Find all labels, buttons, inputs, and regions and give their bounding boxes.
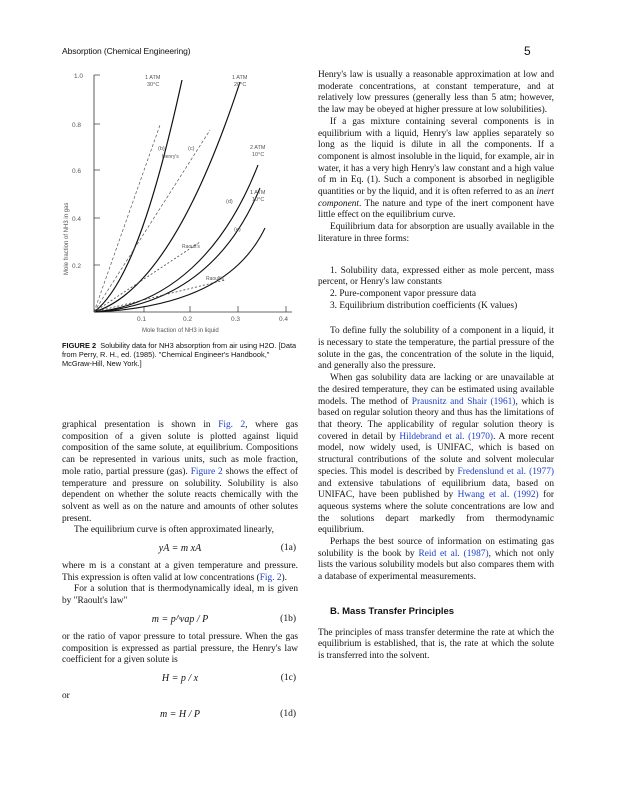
list-item: 1. Solubility data, expressed either as mole percent, mass percent, or Henry's law constants <box>318 265 554 288</box>
curve-label: 2 ATM <box>250 145 266 151</box>
y-tick-label: 0.4 <box>72 216 82 223</box>
figure-2-plot <box>60 70 300 335</box>
list-item: 3. Equilibrium distribution coefficients (K values) <box>330 300 518 311</box>
curve-label: Raoult's <box>182 244 200 250</box>
paragraph: If a gas mixture containing several components is in equilibrium with a liquid, Henry's law applies separately so long as the liquid is dilute in all the components. If a component is almost insoluble in the liquid, for example, air in water, it has a very high Henry's law constant and a high value of m in Eq. (1). Such a component is absorbed in negligible quantities or by the liquid, and it is often referred to as an inert component. The nature and type of the inert component have little effect on the equilibrium curve. <box>318 116 554 221</box>
left-column <box>62 420 298 727</box>
curve-label: 10°C <box>252 152 265 158</box>
figure-label: FIGURE 2 <box>62 341 97 350</box>
x-tick-label: 0.4 <box>279 316 289 323</box>
equation-number: (1d) <box>280 708 296 719</box>
x-tick-label: 0.2 <box>183 316 193 323</box>
curve-label: Henry's <box>162 154 179 160</box>
curve-3atm-10c <box>94 188 260 312</box>
citation-link[interactable]: Reid et al. (1987) <box>418 548 489 559</box>
paragraph: Perhaps the best source of information on estimating gas solubility is the book by Reid et al. (1987), which not only lists the various solubility models but also compares them with a database of experimental measurements. <box>318 537 554 583</box>
figure-caption <box>62 341 298 369</box>
paragraph: For a solution that is thermodynamically ideal, m is given by "Raoult's law" <box>62 584 298 607</box>
forms-list <box>318 266 554 313</box>
equation-number: (1b) <box>280 613 296 624</box>
curve-label: (c) <box>188 146 195 152</box>
figure-link[interactable]: Figure 2 <box>190 466 223 477</box>
y-tick-label: 1.0 <box>74 73 84 80</box>
henrys-line-b <box>94 125 160 312</box>
figure-link[interactable]: Fig. 2 <box>259 572 282 583</box>
y-tick-label: 0.8 <box>72 122 82 129</box>
equation-number: (1c) <box>280 672 296 683</box>
paragraph: or the ratio of vapor pressure to total pressure. When the gas composition is expressed as partial pressure, the Henry's law coefficient for a given solute is <box>62 631 298 666</box>
raoults-line-2 <box>94 280 225 312</box>
equation-expression: m = H / P <box>159 708 201 720</box>
equation-expression: yA = m xA <box>158 543 202 555</box>
equation-expression: H = p / x <box>161 672 199 684</box>
paragraph: where m is a constant at a given temperature and pressure. This expression is often valid at low concentrations (Fig. 2). <box>62 561 298 583</box>
paragraph: graphical presentation is shown in Fig. 2, where gas composition of a given solute is plotted against liquid composition of the same solute, at equilibrium. Compositions can be represented in various units, such as mole fraction, mole ratio, partial pressure (gas). Figure 2 shows the effect of temperature and pressure on solubility. Solubility is also dependent on whether the solute reacts chemically with the solvent as well as on the nature and amounts of other solutes present. <box>62 420 299 524</box>
citation-link[interactable]: Hwang et al. (1992) <box>457 490 539 501</box>
equation-expression: m = p^vap / P <box>151 613 209 625</box>
paragraph: or <box>62 690 70 701</box>
equation-1c <box>62 667 298 691</box>
list-item: 2. Pure-component vapor pressure data <box>330 288 477 299</box>
citation-link[interactable]: Hildebrand et al. (1970) <box>399 431 494 442</box>
curve-label: 10°C <box>252 197 265 203</box>
curve-2atm-10c <box>94 165 258 312</box>
figure-link[interactable]: Fig. 2 <box>218 420 246 430</box>
paragraph: When gas solubility data are lacking or are unavailable at the desired temperature, they can be estimated using available models. The method of Prausnitz and Shair (1961), which is based on regular solution theory and thus has the limitations of that theory. The applicability of regular solution theory is covered in detail by Hildebrand et al. (1970). A more recent model, now widely used, is UNIFAC, which is based on structural contributions of the solute and solvent molecular species. This model is described by Fredenslund et al. (1977) and extensive tabulations of equilibrium data, based on UNIFAC, have been published by Hwang et al. (1992) for aqueous systems where the solute concentrations are low and the solutions depart markedly from thermodynamic equilibrium. <box>318 373 555 536</box>
paragraph: The principles of mass transfer determine the rate at which the equilibrium is established, that is, the rate at which the solute is transferred into the solvent. <box>318 627 554 661</box>
curve-label: 30°C <box>147 82 160 88</box>
curve-label: 20°C <box>234 82 247 88</box>
curve-1atm-30c <box>94 80 182 312</box>
running-title: Absorption (Chemical Engineering) <box>62 46 191 56</box>
curve-label: (d) <box>226 199 233 205</box>
curve-label: (e) <box>234 227 241 233</box>
equation-1d <box>62 703 298 727</box>
section-heading: B. Mass Transfer Principles <box>330 605 455 617</box>
citation-link[interactable]: Fredenslund et al. (1977) <box>457 466 554 477</box>
y-tick-label: 0.6 <box>72 168 82 175</box>
right-column <box>318 70 554 663</box>
x-tick-label: 0.1 <box>137 316 147 323</box>
curve-label: 1 ATM <box>145 75 161 81</box>
citation-link[interactable]: Prausnitz and Shair (1961) <box>411 396 516 407</box>
henrys-line-c <box>94 130 210 312</box>
equation-1b <box>62 608 298 632</box>
curve-label: (b) <box>158 146 165 152</box>
page-number: 5 <box>524 44 531 58</box>
paragraph: Equilibrium data for absorption are usually available in the literature in three forms: <box>318 222 554 244</box>
paragraph: The equilibrium curve is often approximated linearly, <box>74 525 274 536</box>
x-axis-label: Mole fraction of NH3 in liquid <box>142 328 219 334</box>
paragraph: To define fully the solubility of a component in a liquid, it is necessary to state the temperature, the partial pressure of the solute in the gas, the concentration of the solute in the liquid, and generally also the pressure. <box>318 326 554 372</box>
equation-1a <box>62 537 298 561</box>
paragraph: Henry's law is usually a reasonable approximation at low and moderate concentrations, at constant temperature, and at relatively low pressures (generally less than 5 atm; however, the law may be obeyed at higher pressure at low solubilities). <box>318 70 554 116</box>
equation-number: (1a) <box>280 543 296 554</box>
y-tick-label: 0.2 <box>72 263 82 270</box>
curve-label: Raoult's <box>206 276 224 282</box>
curve-label: 1 ATM <box>250 190 266 196</box>
x-tick-label: 0.3 <box>231 316 241 323</box>
y-axis-label: Mole fraction of NH3 in gas <box>64 202 70 275</box>
curve-label: 1 ATM <box>232 75 248 81</box>
figure-caption-text: Solubility data for NH3 absorption from air using H2O. [Data from Perry, R. H., ed. (1985). "Chemical Engineer's Handbook," McGraw-Hill, New York.] <box>62 341 297 369</box>
